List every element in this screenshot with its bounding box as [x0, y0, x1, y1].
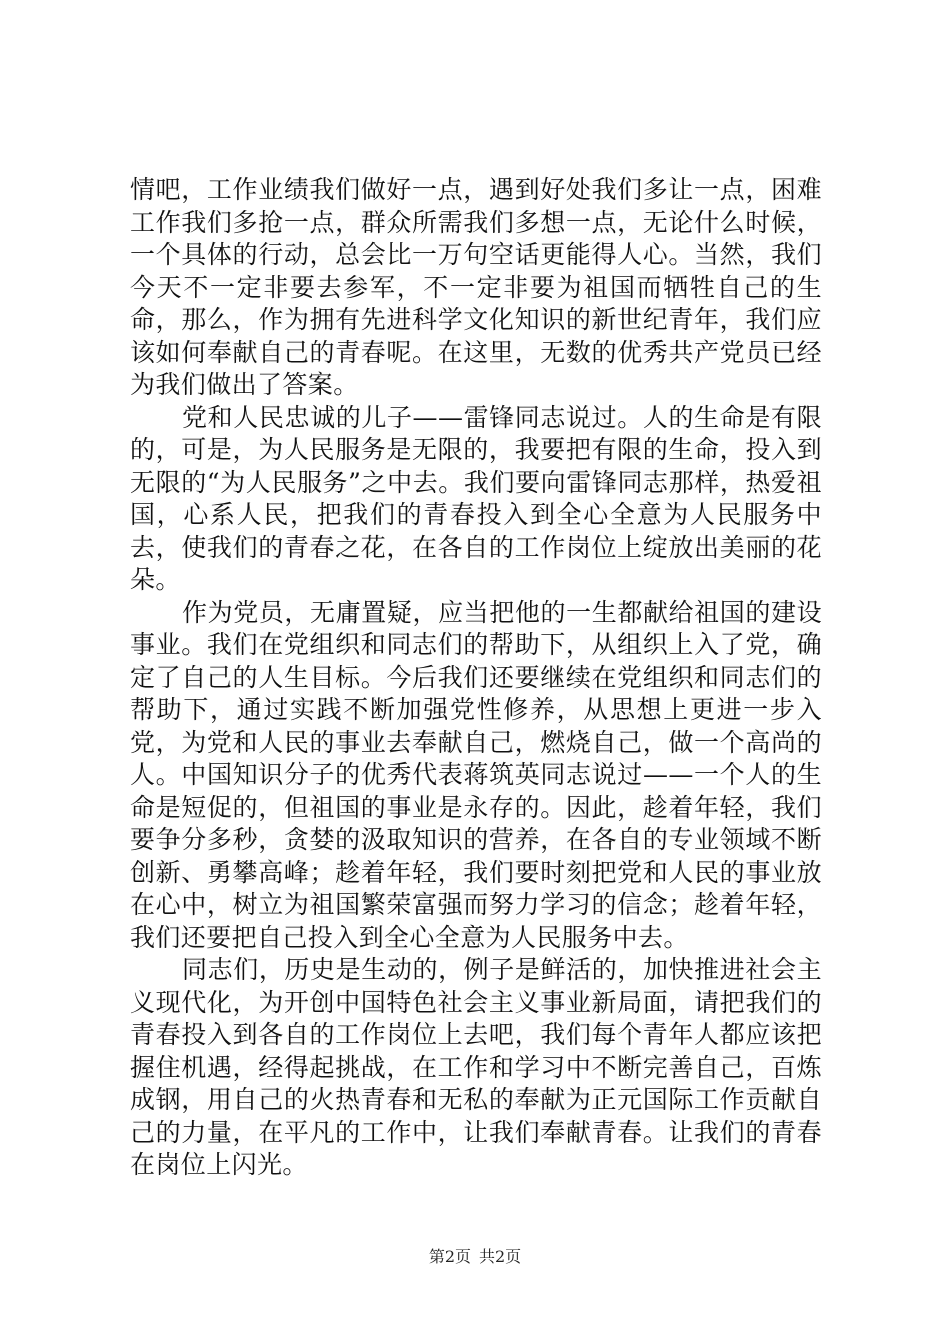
page-footer — [0, 1244, 950, 1267]
page-total: 共2页 — [479, 1247, 522, 1266]
page-number: 第2页 — [428, 1247, 471, 1266]
paragraph-1: 情吧，工作业绩我们做好一点，遇到好处我们多让一点，困难工作我们多抢一点，群众所需我们多想一点，无论什么时候，一个具体的行动，总会比一万句空话更能得人心。当然，我们今天不一定非要去参军，不一定非要为祖国而牺牲自己的生命，那么，作为拥有先进科学文化知识的新世纪青年，我们应该如何奉献自己的青春呢。在这里，无数的优秀共产党员已经为我们做出了答案。 — [130, 175, 822, 399]
paragraph-2: 党和人民忠诚的儿子——雷锋同志说过。人的生命是有限的，可是，为人民服务是无限的，我要把有限的生命，投入到无限的“为人民服务”之中去。我们要向雷锋同志那样，热爱祖国，心系人民，把我们的青春投入到全心全意为人民服务中去，使我们的青春之花，在各自的工作岗位上绽放出美丽的花朵。 — [130, 402, 822, 594]
paragraph-4: 同志们，历史是生动的，例子是鲜活的，加快推进社会主义现代化，为开创中国特色社会主义事业新局面，请把我们的青春投入到各自的工作岗位上去吧，我们每个青年人都应该把握住机遇，经得起挑战，在工作和学习中不断完善自己，百炼成钢，用自己的火热青春和无私的奉献为正元国际工作贡献自己的力量，在平凡的工作中，让我们奉献青春。让我们的青春在岗位上闪光。 — [130, 955, 822, 1179]
document-body — [130, 174, 822, 1182]
paragraph-3: 作为党员，无庸置疑，应当把他的一生都献给祖国的建设事业。我们在党组织和同志们的帮助下，从组织上入了党，确定了自己的人生目标。今后我们还要继续在党组织和同志们的帮助下，通过实践不断加强党性修养，从思想上更进一步入党，为党和人民的事业去奉献自己，燃烧自己，做一个高尚的人。中国知识分子的优秀代表蒋筑英同志说过——一个人的生命是短促的，但祖国的事业是永存的。因此，趁着年轻，我们要争分多秒，贪婪的汲取知识的营养，在各自的专业领域不断创新、勇攀高峰；趁着年轻，我们要时刻把党和人民的事业放在心中，树立为祖国繁荣富强而努力学习的信念；趁着年轻，我们还要把自己投入到全心全意为人民服务中去。 — [130, 597, 822, 952]
